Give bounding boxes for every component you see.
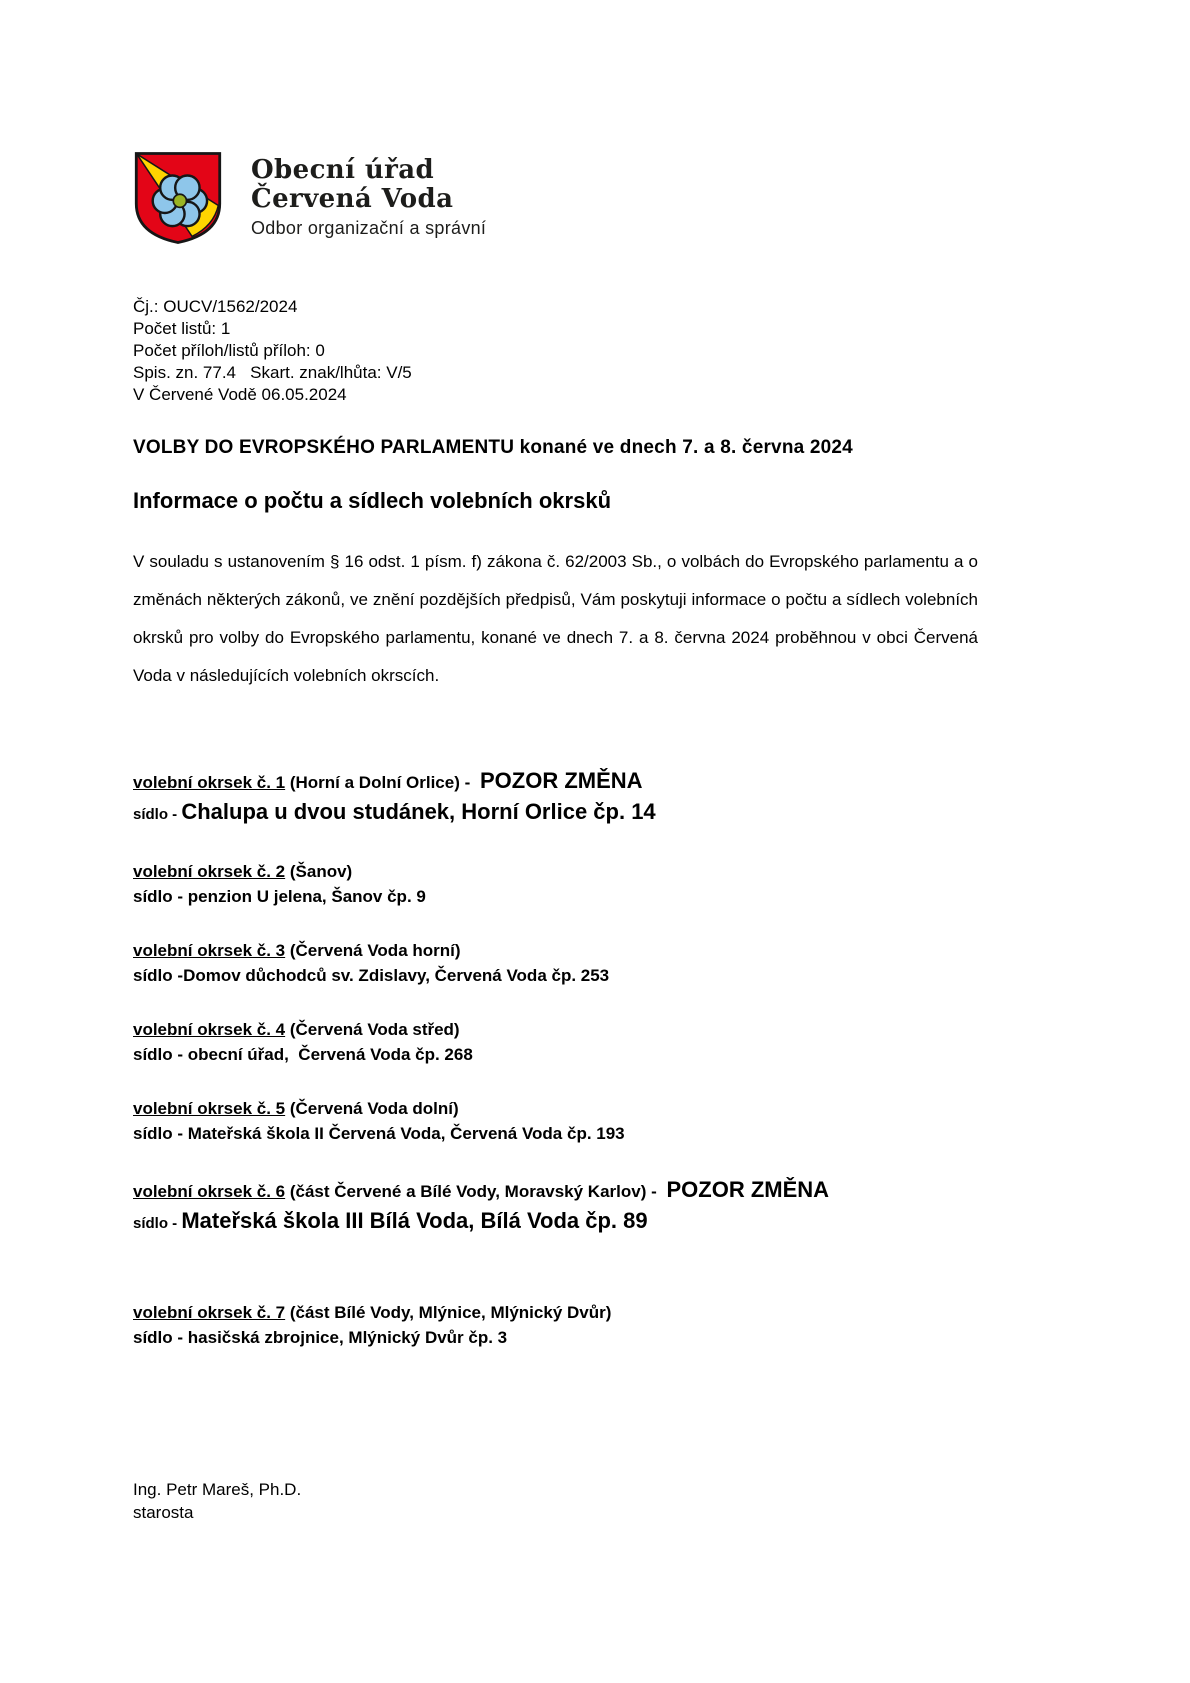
district-seat-label: sídlo -	[133, 887, 188, 906]
district-seat-label: sídlo -	[133, 1328, 188, 1347]
document-title: VOLBY DO EVROPSKÉHO PARLAMENTU konané ve dnech 7. a 8. června 2024	[133, 437, 853, 458]
district-seat-label: sídlo -	[133, 1124, 188, 1143]
district-area: (Horní a Dolní Orlice) -	[285, 773, 475, 792]
body-paragraph: V souladu s ustanovením § 16 odst. 1 písm. f) zákona č. 62/2003 Sb., o volbách do Evropského parlamentu a o změnách některých zákonů, ve znění pozdějších předpisů, Vám poskytuji informace o počtu a sídlech volebních okrsků pro volby do Evropského parlamentu, konané ve dnech 7. a 8. června 2024 proběhnou v obci Červená Voda v následujících volebních okrscích.	[133, 552, 978, 685]
district-number-label: volební okrsek č. 5	[133, 1099, 286, 1118]
district-heading	[133, 939, 978, 963]
district-seat-line	[133, 797, 978, 830]
district-seat-value: Mateřská škola III Bílá Voda, Bílá Voda čp. 89	[181, 1208, 648, 1233]
district-seat-value: obecní úřad, Červená Voda čp. 268	[187, 1045, 473, 1064]
district-area: (Červená Voda dolní)	[285, 1099, 459, 1118]
district-seat-line	[133, 884, 978, 909]
reference-block	[133, 296, 978, 406]
district-number-label: volební okrsek č. 6	[133, 1182, 286, 1201]
letterhead	[133, 150, 978, 246]
ref-attachment-count: Počet příloh/listů příloh: 0	[133, 341, 325, 360]
district-area: (Červená Voda horní)	[285, 941, 461, 960]
ref-filing-mark: Spis. zn. 77.4 Skart. znak/lhůta: V/5	[133, 363, 412, 382]
district-seat-label: sídlo -	[133, 966, 184, 985]
district-seat-line	[133, 1042, 978, 1067]
district-area: (Šanov)	[285, 862, 353, 881]
district-block	[133, 1097, 978, 1146]
district-number-label: volební okrsek č. 1	[133, 773, 286, 792]
district-list	[133, 767, 978, 1350]
district-alert-badge: POZOR ZMĚNA	[666, 1177, 830, 1202]
district-block	[133, 1018, 978, 1067]
district-seat-value: Mateřská škola II Červená Voda, Červená Voda čp. 193	[187, 1124, 625, 1143]
district-number-label: volební okrsek č. 3	[133, 941, 286, 960]
district-heading	[133, 1018, 978, 1042]
district-seat-value: penzion U jelena, Šanov čp. 9	[187, 887, 426, 906]
flower-icon	[153, 176, 207, 227]
coat-of-arms-icon	[133, 150, 223, 246]
district-seat-line	[133, 1206, 978, 1239]
district-number-label: volební okrsek č. 2	[133, 862, 286, 881]
letterhead-text	[251, 150, 486, 239]
org-name-line1: Obecní úřad	[251, 155, 435, 185]
district-area: (část Červené a Bílé Vody, Moravský Karlov) -	[285, 1182, 662, 1201]
district-heading	[133, 1176, 978, 1206]
district-seat-line	[133, 963, 978, 988]
org-department: Odbor organizační a správní	[251, 218, 487, 238]
district-seat-value: Chalupa u dvou studánek, Horní Orlice čp. 14	[181, 799, 656, 824]
district-seat-label: sídlo -	[133, 1215, 182, 1232]
district-block	[133, 939, 978, 988]
district-alert-badge: POZOR ZMĚNA	[480, 768, 643, 793]
district-area: (Červená Voda střed)	[285, 1020, 460, 1039]
district-heading	[133, 860, 978, 884]
district-seat-value: hasičská zbrojnice, Mlýnický Dvůr čp. 3	[187, 1328, 508, 1347]
district-seat-line	[133, 1325, 978, 1350]
ref-sheet-count: Počet listů: 1	[133, 319, 231, 338]
district-heading	[133, 767, 978, 797]
district-block	[133, 1176, 978, 1239]
district-block	[133, 860, 978, 909]
district-seat-line	[133, 1121, 978, 1146]
document-page	[133, 0, 978, 1524]
ref-file-number: Čj.: OUCV/1562/2024	[133, 297, 298, 316]
district-seat-label: sídlo -	[133, 806, 182, 823]
district-number-label: volební okrsek č. 7	[133, 1303, 286, 1322]
org-name-line2: Červená Voda	[251, 184, 454, 214]
signature-block	[133, 1478, 978, 1524]
signature-role: starosta	[133, 1503, 194, 1522]
district-heading	[133, 1097, 978, 1121]
ref-place-date: V Červené Vodě 06.05.2024	[133, 385, 347, 404]
district-heading	[133, 1301, 978, 1325]
district-seat-label: sídlo -	[133, 1045, 188, 1064]
signature-name: Ing. Petr Mareš, Ph.D.	[133, 1480, 302, 1499]
district-block	[133, 1301, 978, 1350]
district-area: (část Bílé Vody, Mlýnice, Mlýnický Dvůr)	[285, 1303, 612, 1322]
district-block	[133, 767, 978, 830]
district-seat-value: Domov důchodců sv. Zdislavy, Červená Voda čp. 253	[183, 966, 610, 985]
document-subtitle: Informace o počtu a sídlech volebních okrsků	[133, 488, 612, 513]
district-number-label: volební okrsek č. 4	[133, 1020, 286, 1039]
